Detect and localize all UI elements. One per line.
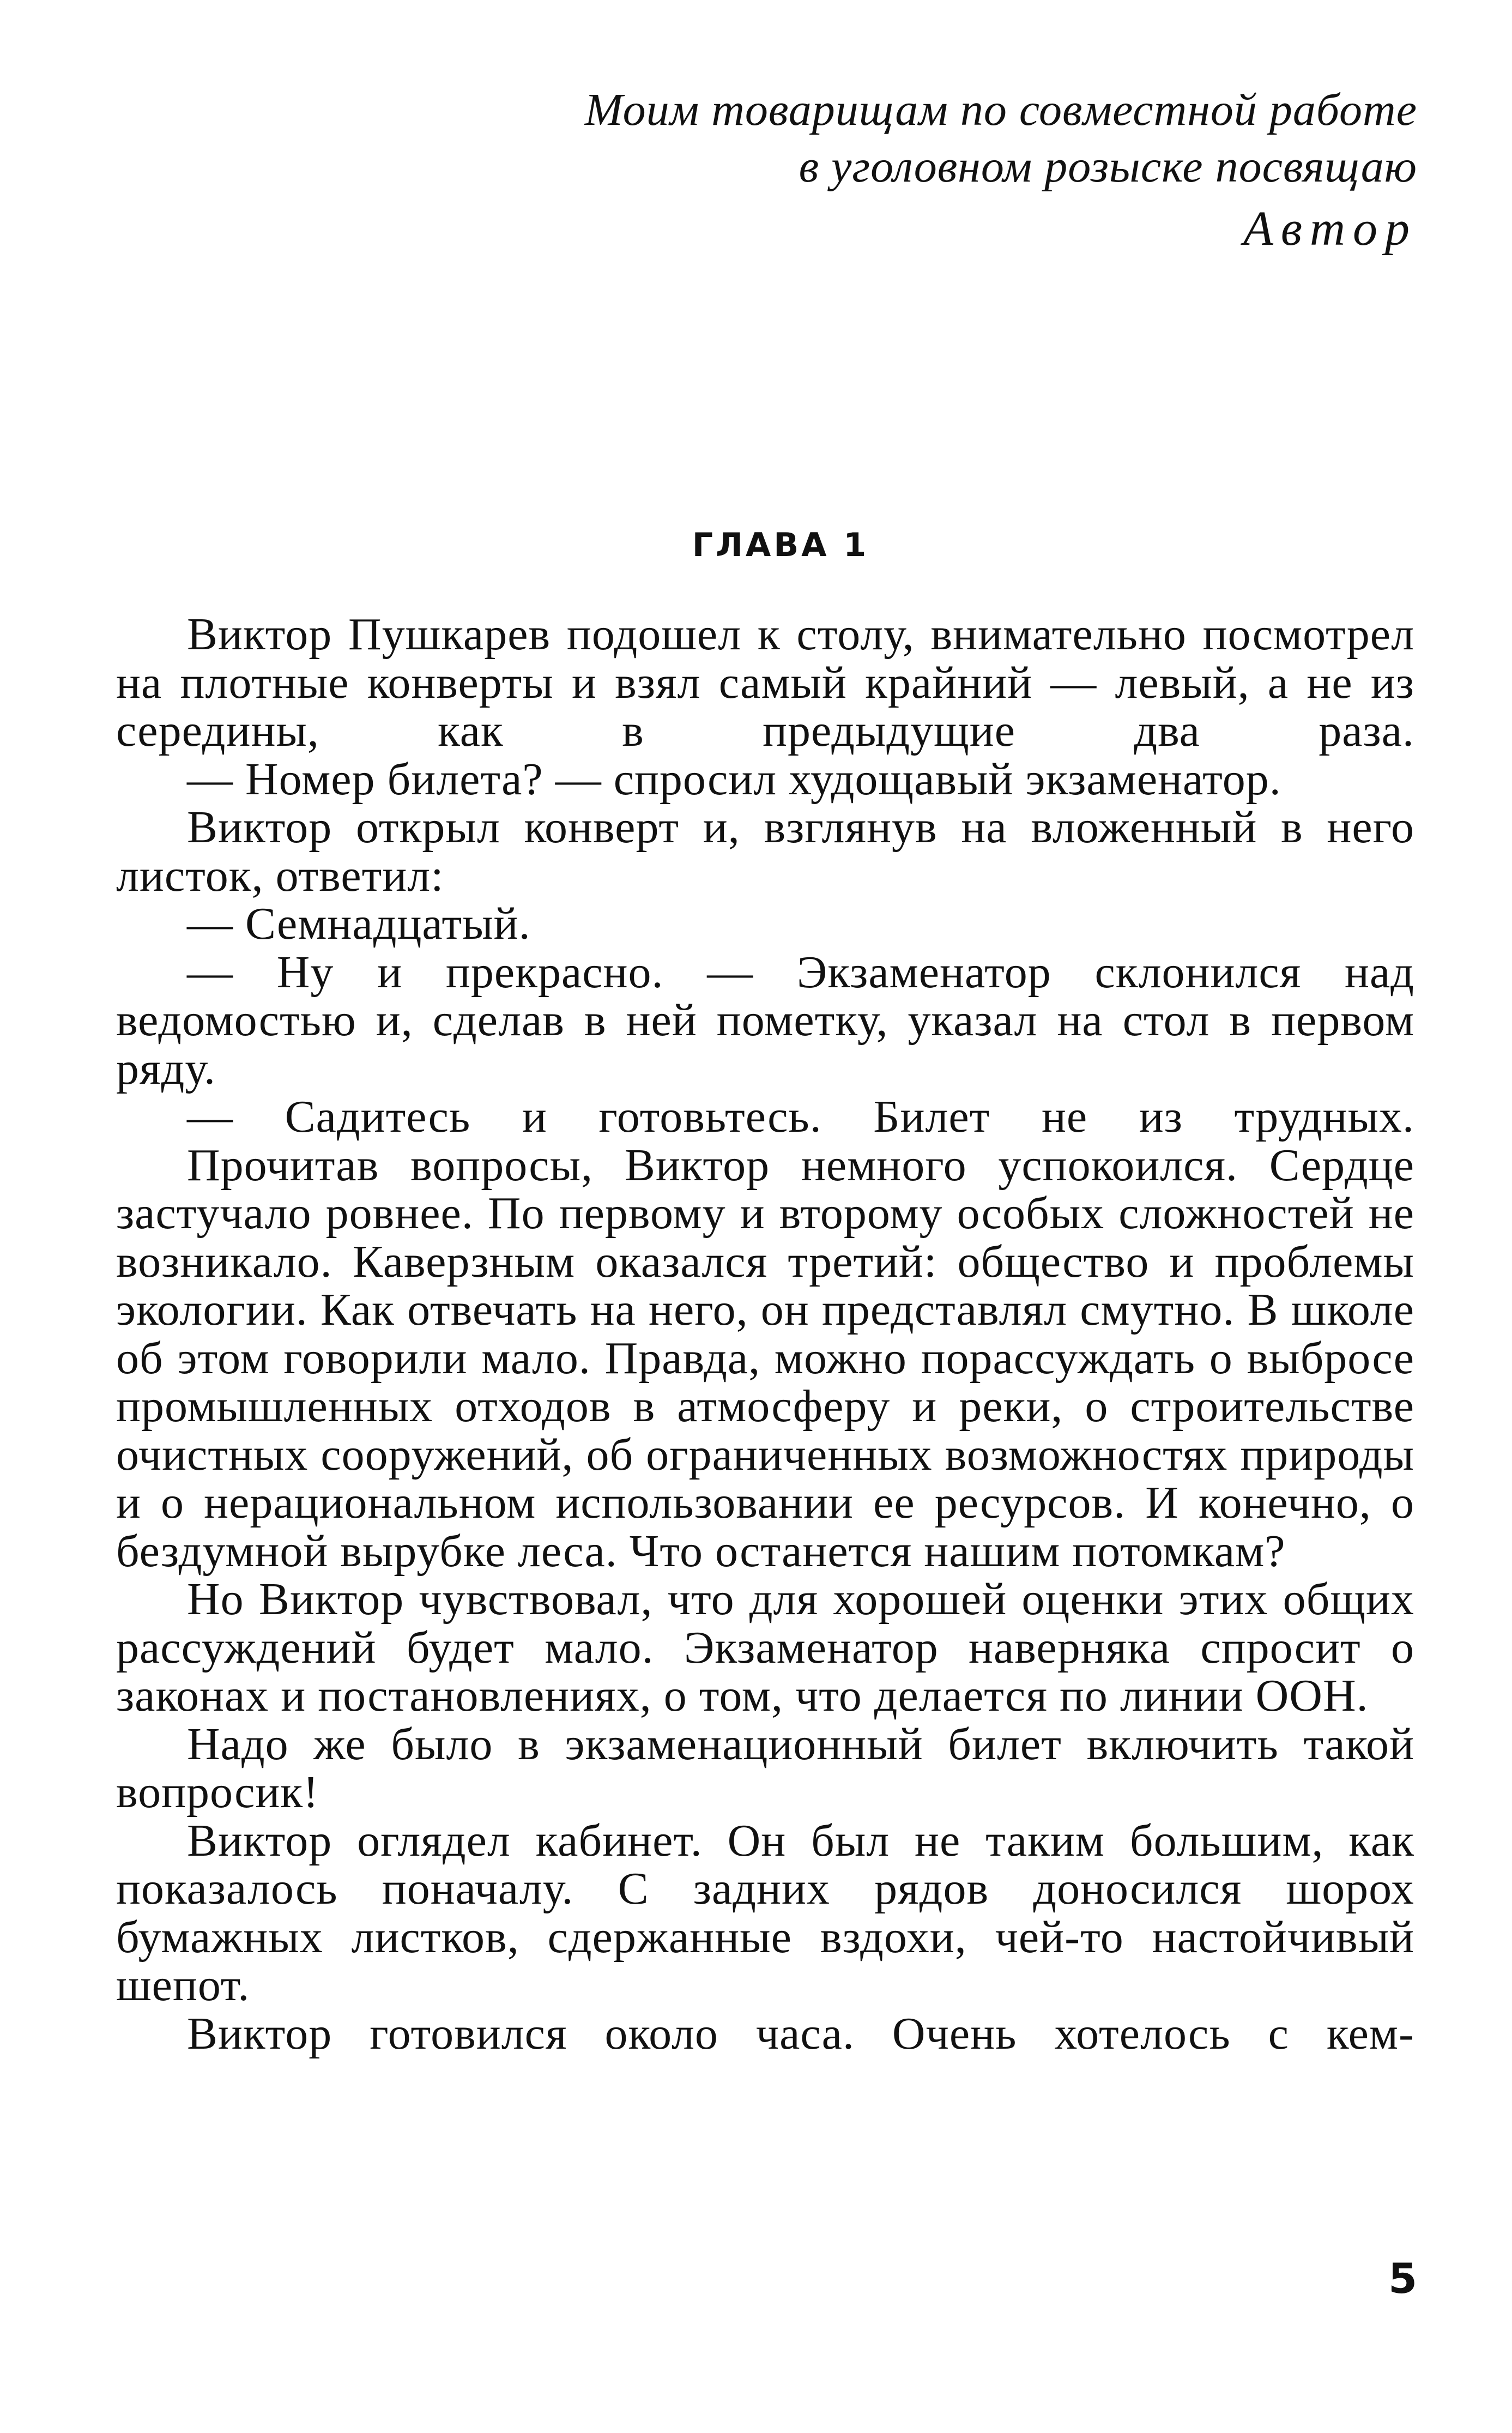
paragraph: Но Виктор чувствовал, что для хорошей оценки этих общих рассуждений будет мало. Экзаменатор наверняка спросит о законах и постановлениях, о том, что делается по линии ООН. xyxy=(116,1574,1414,1721)
paragraph: — Садитесь и готовьтесь. Билет не из трудных. xyxy=(187,1091,1414,1142)
paragraph: Надо же было в экзаменационный билет включить такой вопросик! xyxy=(116,1718,1414,1818)
chapter-title: ГЛАВА 1 xyxy=(692,526,869,564)
epigraph xyxy=(327,82,1417,257)
paragraph: — Семнадцатый. xyxy=(187,898,531,949)
paragraph: — Ну и прекрасно. — Экзаменатор склонился над ведомостью и, сделав в ней пометку, указал на стол в первом ряду. xyxy=(116,946,1414,1094)
paragraph: Виктор Пушкарев подошел к столу, внимательно посмотрел на плотные конверты и взял самый крайний — левый, а не из середины, как в предыдущие два раза. xyxy=(116,609,1414,756)
paragraph: Прочитав вопросы, Виктор немного успокоился. Сердце застучало ровнее. По первому и второму особых сложностей не возникало. Каверзным оказался третий: общество и проблемы экологии. Как отвечать на него, он представлял смутно. В школе об этом говорили мало. Правда, можно порассуждать о выбросе промышленных отходов в атмосферу и реки, о строительстве очистных сооружений, об ограниченных возможностях природы и о нерациональном использовании ее ресурсов. И конечно, о бездумной вырубке леса. Что останется нашим потомкам? xyxy=(116,1139,1414,1577)
epigraph-line-2: в уголовном розыске посвящаю xyxy=(799,141,1417,192)
paragraph: Виктор открыл конверт и, взглянув на вложенный в него листок, ответил: xyxy=(116,802,1414,901)
epigraph-line-1: Моим товарищам по совместной работе xyxy=(584,84,1417,135)
paragraph: Виктор оглядел кабинет. Он был не таким большим, как показалось поначалу. С задних рядов доносился шорох бумажных листков, сдержанные вздохи, чей-то настойчивый шепот. xyxy=(116,1815,1414,2011)
body-text xyxy=(116,611,1414,2058)
paragraph: Виктор готовился около часа. Очень хотелось с кем- xyxy=(187,2008,1414,2059)
paragraph: — Номер билета? — спросил худощавый экзаменатор. xyxy=(187,753,1281,805)
epigraph-author: Автор xyxy=(1243,202,1417,256)
page-number: 5 xyxy=(1388,2254,1417,2303)
